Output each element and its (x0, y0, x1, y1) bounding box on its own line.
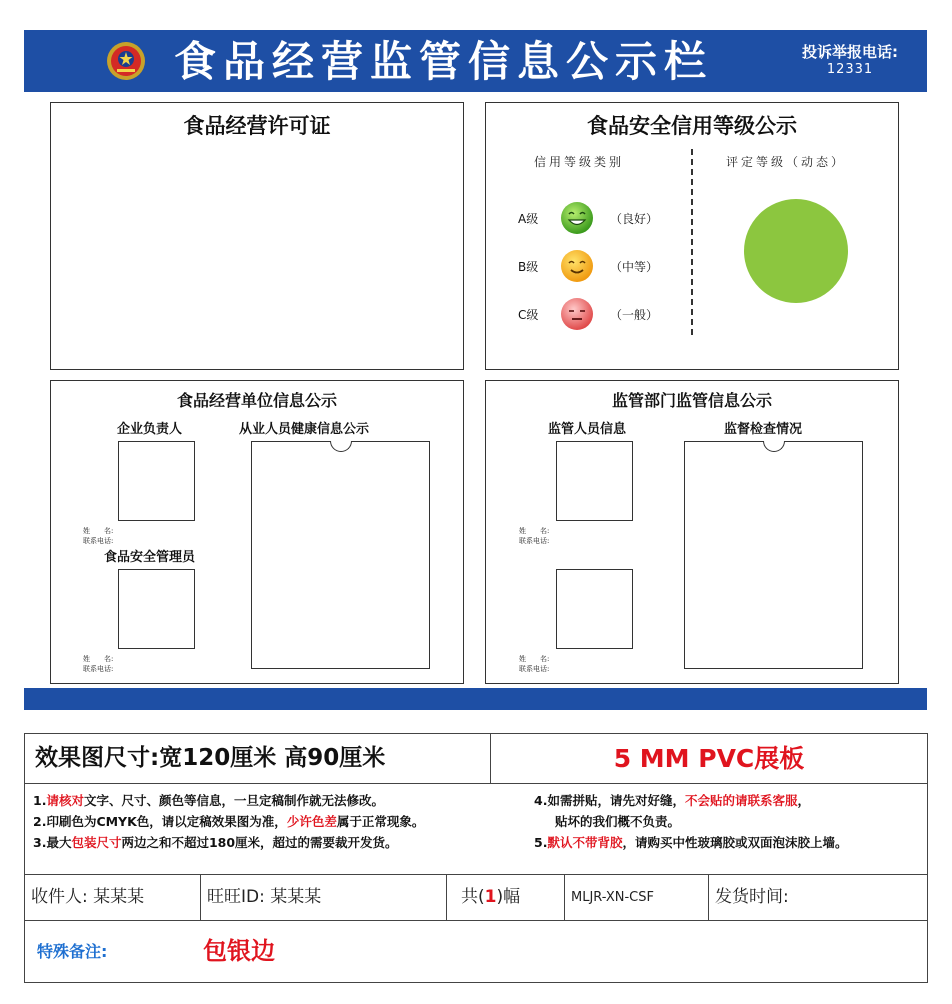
grade-desc: （中等） (610, 260, 659, 274)
grade-label: A级 (518, 212, 539, 226)
notice-board (24, 30, 927, 710)
ship-time: 发货时间: (715, 887, 789, 907)
inspection-frame (684, 441, 863, 669)
complaint-hotline (780, 42, 920, 78)
note-2: 2.印刷色为CMYK色，请以定稿效果图为准，少许色差属于正常现象。 (33, 814, 425, 829)
license-panel (50, 102, 464, 370)
manager-name-label: 姓 名: (83, 655, 114, 663)
board-bottom-band (24, 688, 927, 710)
wangwang-id: 旺旺ID: 某某某 (201, 875, 447, 920)
shipping-row (25, 875, 927, 921)
recipient: 收件人: 某某某 (25, 875, 201, 920)
credit-title: 食品安全信用等级公示 (587, 114, 797, 138)
grade-row-b (518, 249, 678, 285)
dept-info-panel (485, 380, 899, 684)
note-3: 3.最大包装尺寸两边之和不超过180厘米，超过的需要裁开发货。 (33, 835, 398, 850)
health-info-label: 从业人员健康信息公示 (239, 422, 370, 437)
neutral-smile-face-icon (560, 249, 594, 283)
staff-name-label: 姓 名: (519, 527, 550, 535)
inspection-label: 监督检查情况 (724, 422, 803, 437)
hang-notch (763, 441, 785, 452)
product-code: MLJR-XN-CSF (565, 875, 709, 920)
hang-notch (330, 441, 352, 452)
staff-photo-frame-1 (556, 441, 633, 521)
unit-info-panel (50, 380, 464, 684)
board-header (24, 30, 927, 92)
note-1: 1.请核对文字、尺寸、颜色等信息，一旦定稿制作就无法修改。 (33, 793, 384, 808)
credit-category-header: 信用等级类别 (534, 155, 625, 169)
manager-phone-label: 联系电话: (83, 665, 114, 673)
remark-row (25, 921, 927, 982)
remark-value: 包银边 (203, 937, 275, 965)
smile-face-icon (560, 201, 594, 235)
remark-label: 特殊备注: (37, 942, 108, 961)
staff-phone-label-2: 联系电话: (519, 665, 550, 673)
size-text: 效果图尺寸:宽120厘米 高90厘米 (25, 734, 491, 783)
grade-row-a (518, 201, 678, 237)
material-text: 5 MM PVC展板 (613, 744, 805, 773)
staff-photo-frame-2 (556, 569, 633, 649)
note-4-cont: 贴坏的我们概不负责。 (555, 814, 681, 829)
flat-face-icon (560, 297, 594, 331)
grade-row-c (518, 297, 678, 333)
grade-desc: （良好） (610, 212, 659, 226)
credit-rating-panel (485, 102, 899, 370)
staff-phone-label: 联系电话: (519, 537, 550, 545)
owner-label: 企业负责人 (117, 422, 183, 437)
hotline-number: 12331 (826, 62, 874, 77)
manager-label: 食品安全管理员 (104, 550, 196, 565)
grade-desc: （一般） (610, 308, 659, 322)
police-emblem-icon (106, 41, 146, 81)
license-title: 食品经营许可证 (183, 114, 331, 138)
credit-dynamic-header: 评定等级（动态） (726, 155, 847, 169)
dashed-divider (691, 149, 693, 335)
manager-photo-frame (118, 569, 195, 649)
staff-name-label-2: 姓 名: (519, 655, 550, 663)
staff-label: 监管人员信息 (548, 422, 627, 437)
grade-label: C级 (518, 308, 539, 322)
panel-count: 共(1)幅 (447, 875, 565, 920)
grade-label: B级 (518, 260, 539, 274)
dynamic-grade-indicator (744, 199, 848, 303)
health-info-frame (251, 441, 430, 669)
note-4: 4.如需拼贴，请先对好缝，不会贴的请联系客服， (534, 793, 810, 808)
dept-title: 监管部门监管信息公示 (611, 391, 772, 410)
order-info-table (24, 733, 928, 983)
board-title: 食品经营监管信息公示栏 (174, 37, 714, 86)
board-body (24, 92, 927, 688)
size-row (25, 734, 927, 784)
owner-name-label: 姓 名: (83, 527, 114, 535)
owner-phone-label: 联系电话: (83, 537, 114, 545)
note-5: 5.默认不带背胶，请购买中性玻璃胶或双面泡沫胶上墙。 (534, 835, 848, 850)
notes-block (25, 784, 927, 875)
hotline-label: 投诉举报电话: (802, 43, 898, 61)
owner-photo-frame (118, 441, 195, 521)
unit-title: 食品经营单位信息公示 (176, 391, 337, 410)
panel-count-value: 1 (484, 887, 497, 907)
